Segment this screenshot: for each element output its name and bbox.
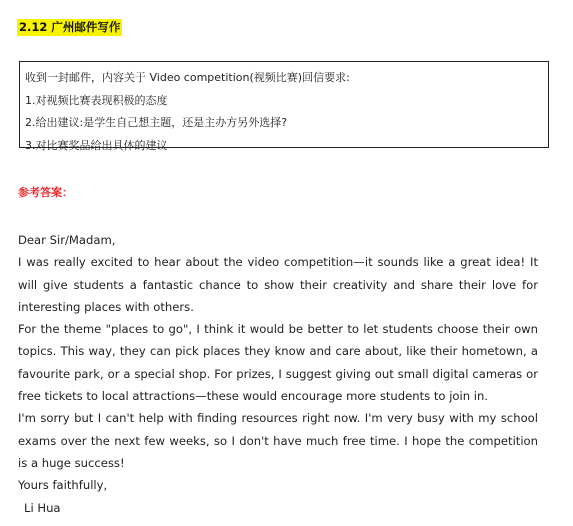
letter-paragraph-2: For the theme "places to go", I think it would be better to let students choose their own topics. This way, they can pick places they know and care about, like their hometown, a favourite park, or a special shop. For prizes, I suggest giving out small digital cameras or free tickets to local attractions—these would encourage more students to join in. <box>18 322 538 404</box>
letter-paragraph-3: I'm sorry but I can't help with finding resources right now. I'm very busy with my school exams over the next few weeks, so I don't have much free time. I hope the competition is a huge success! <box>18 411 538 470</box>
task-requirement-2: 2.给出建议:是学生自己想主题，还是主办方另外选择? <box>25 116 288 129</box>
letter-closing: Yours faithfully, <box>18 478 108 493</box>
task-requirement-3: 3.对比赛奖品给出具体的建议 <box>25 138 168 152</box>
sample-letter <box>18 229 538 519</box>
task-requirement-1: 1.对视频比赛表现积极的态度 <box>25 93 168 107</box>
letter-salutation: Dear Sir/Madam, <box>18 233 116 247</box>
reference-answer-label: 参考答案： <box>18 186 73 199</box>
letter-paragraph-1: I was really excited to hear about the video competition—it sounds like a great idea! It will give students a fantastic chance to show their creativity and share their love for interesting places with others. <box>18 255 538 314</box>
task-intro-line: 收到一封邮件，内容关于 Video competition(视频比赛)回信要求: <box>25 71 350 84</box>
task-requirements-box <box>19 61 549 152</box>
section-title: 2.12 广州邮件写作 <box>19 20 121 34</box>
letter-signature: Li Hua <box>24 500 61 515</box>
